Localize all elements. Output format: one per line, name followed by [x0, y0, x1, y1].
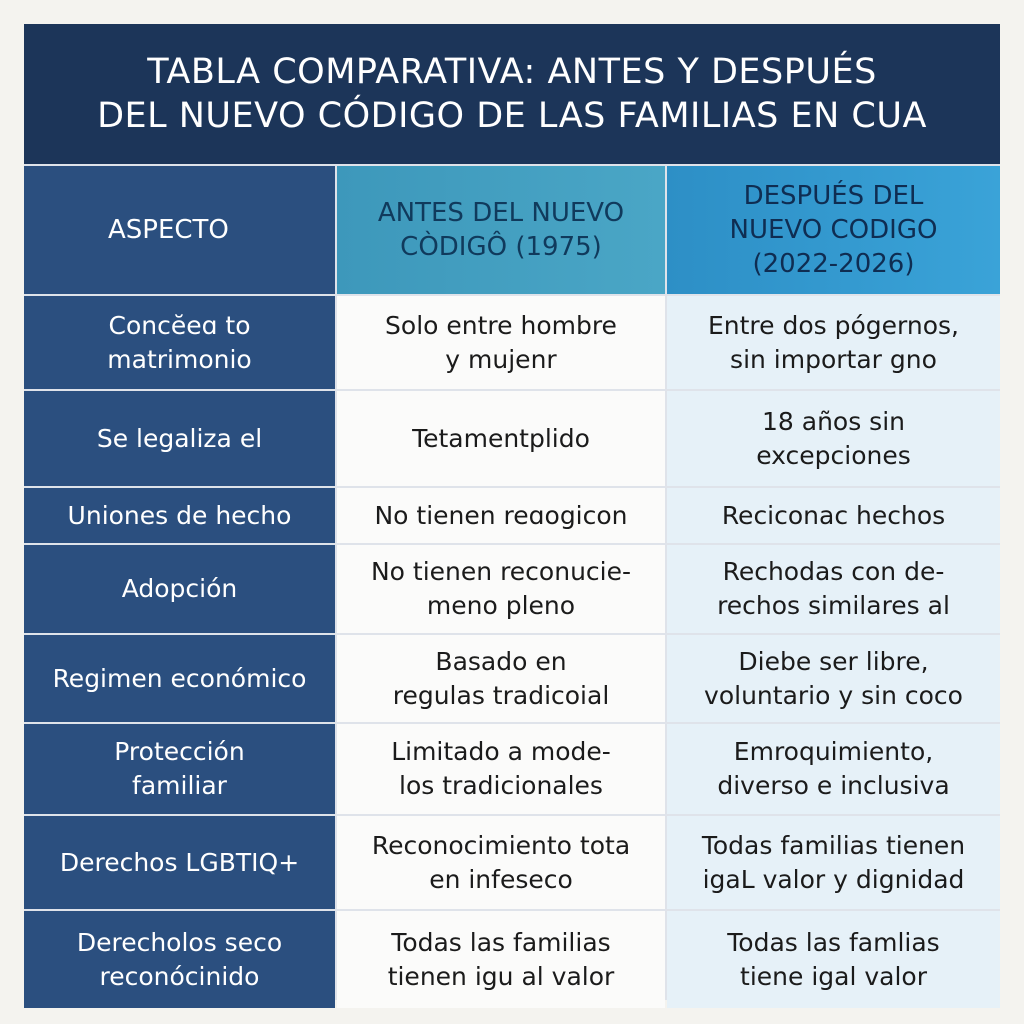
- row-5-antes: Basado en regulas tradicoial: [337, 635, 665, 722]
- row-1-antes: Solo entre hombre y mujenr: [337, 296, 665, 389]
- row-4-aspecto: Adopción: [24, 545, 335, 633]
- row-3-aspecto: Uniones de hecho: [24, 488, 335, 543]
- header-despues: DESPUÉS DEL NUEVO CODIGO (2022-2026): [667, 166, 1000, 294]
- header-aspecto: ASPECTO: [24, 166, 335, 294]
- row-2-aspecto: Se legaliza el: [24, 391, 335, 486]
- row-6-despues: Emroquimiento, diverso e inclusiva: [667, 724, 1000, 814]
- comparison-table: [24, 166, 1000, 1008]
- comparison-table-frame: [24, 24, 1000, 1000]
- row-8-antes: Todas las familias tienen igu al valor: [337, 911, 665, 1008]
- header-antes: ANTES DEL NUEVO CÒDIGÔ (1975): [337, 166, 665, 294]
- row-7-aspecto: Derechos LGBTIQ+: [24, 816, 335, 909]
- title-banner: [24, 24, 1000, 164]
- row-8-aspecto: Derecholos seco reconócinido: [24, 911, 335, 1008]
- title-line-2: DEL NUEVO CÓDIGO DE LAS FAMILIAS EN CUA: [97, 96, 927, 136]
- row-1-despues: Entre dos pógernos, sin importar gno: [667, 296, 1000, 389]
- row-5-despues: Diebe ser libre, voluntario y sin coco: [667, 635, 1000, 722]
- row-8-despues: Todas las famlias tiene igal valor: [667, 911, 1000, 1008]
- row-2-antes: Tetamentplido: [337, 391, 665, 486]
- row-3-despues: Reciconac hechos: [667, 488, 1000, 543]
- row-4-despues: Rechodas con de- rechos similares al: [667, 545, 1000, 633]
- row-3-antes: No tienen reɑogicon: [337, 488, 665, 543]
- row-4-antes: No tienen reconucie- meno pleno: [337, 545, 665, 633]
- row-5-aspecto: Regimen económico: [24, 635, 335, 722]
- row-7-antes: Reconocimiento tota en infeseco: [337, 816, 665, 909]
- title-line-1: TABLA COMPARATIVA: ANTES Y DESPUÉS: [147, 52, 877, 92]
- row-6-aspecto: Protección familiar: [24, 724, 335, 814]
- row-1-aspecto: Concĕeɑ to matrimonio: [24, 296, 335, 389]
- row-6-antes: Limitado a mode- los tradicionales: [337, 724, 665, 814]
- row-7-despues: Todas familias tienen igaL valor y dignidad: [667, 816, 1000, 909]
- row-2-despues: 18 años sin excepciones: [667, 391, 1000, 486]
